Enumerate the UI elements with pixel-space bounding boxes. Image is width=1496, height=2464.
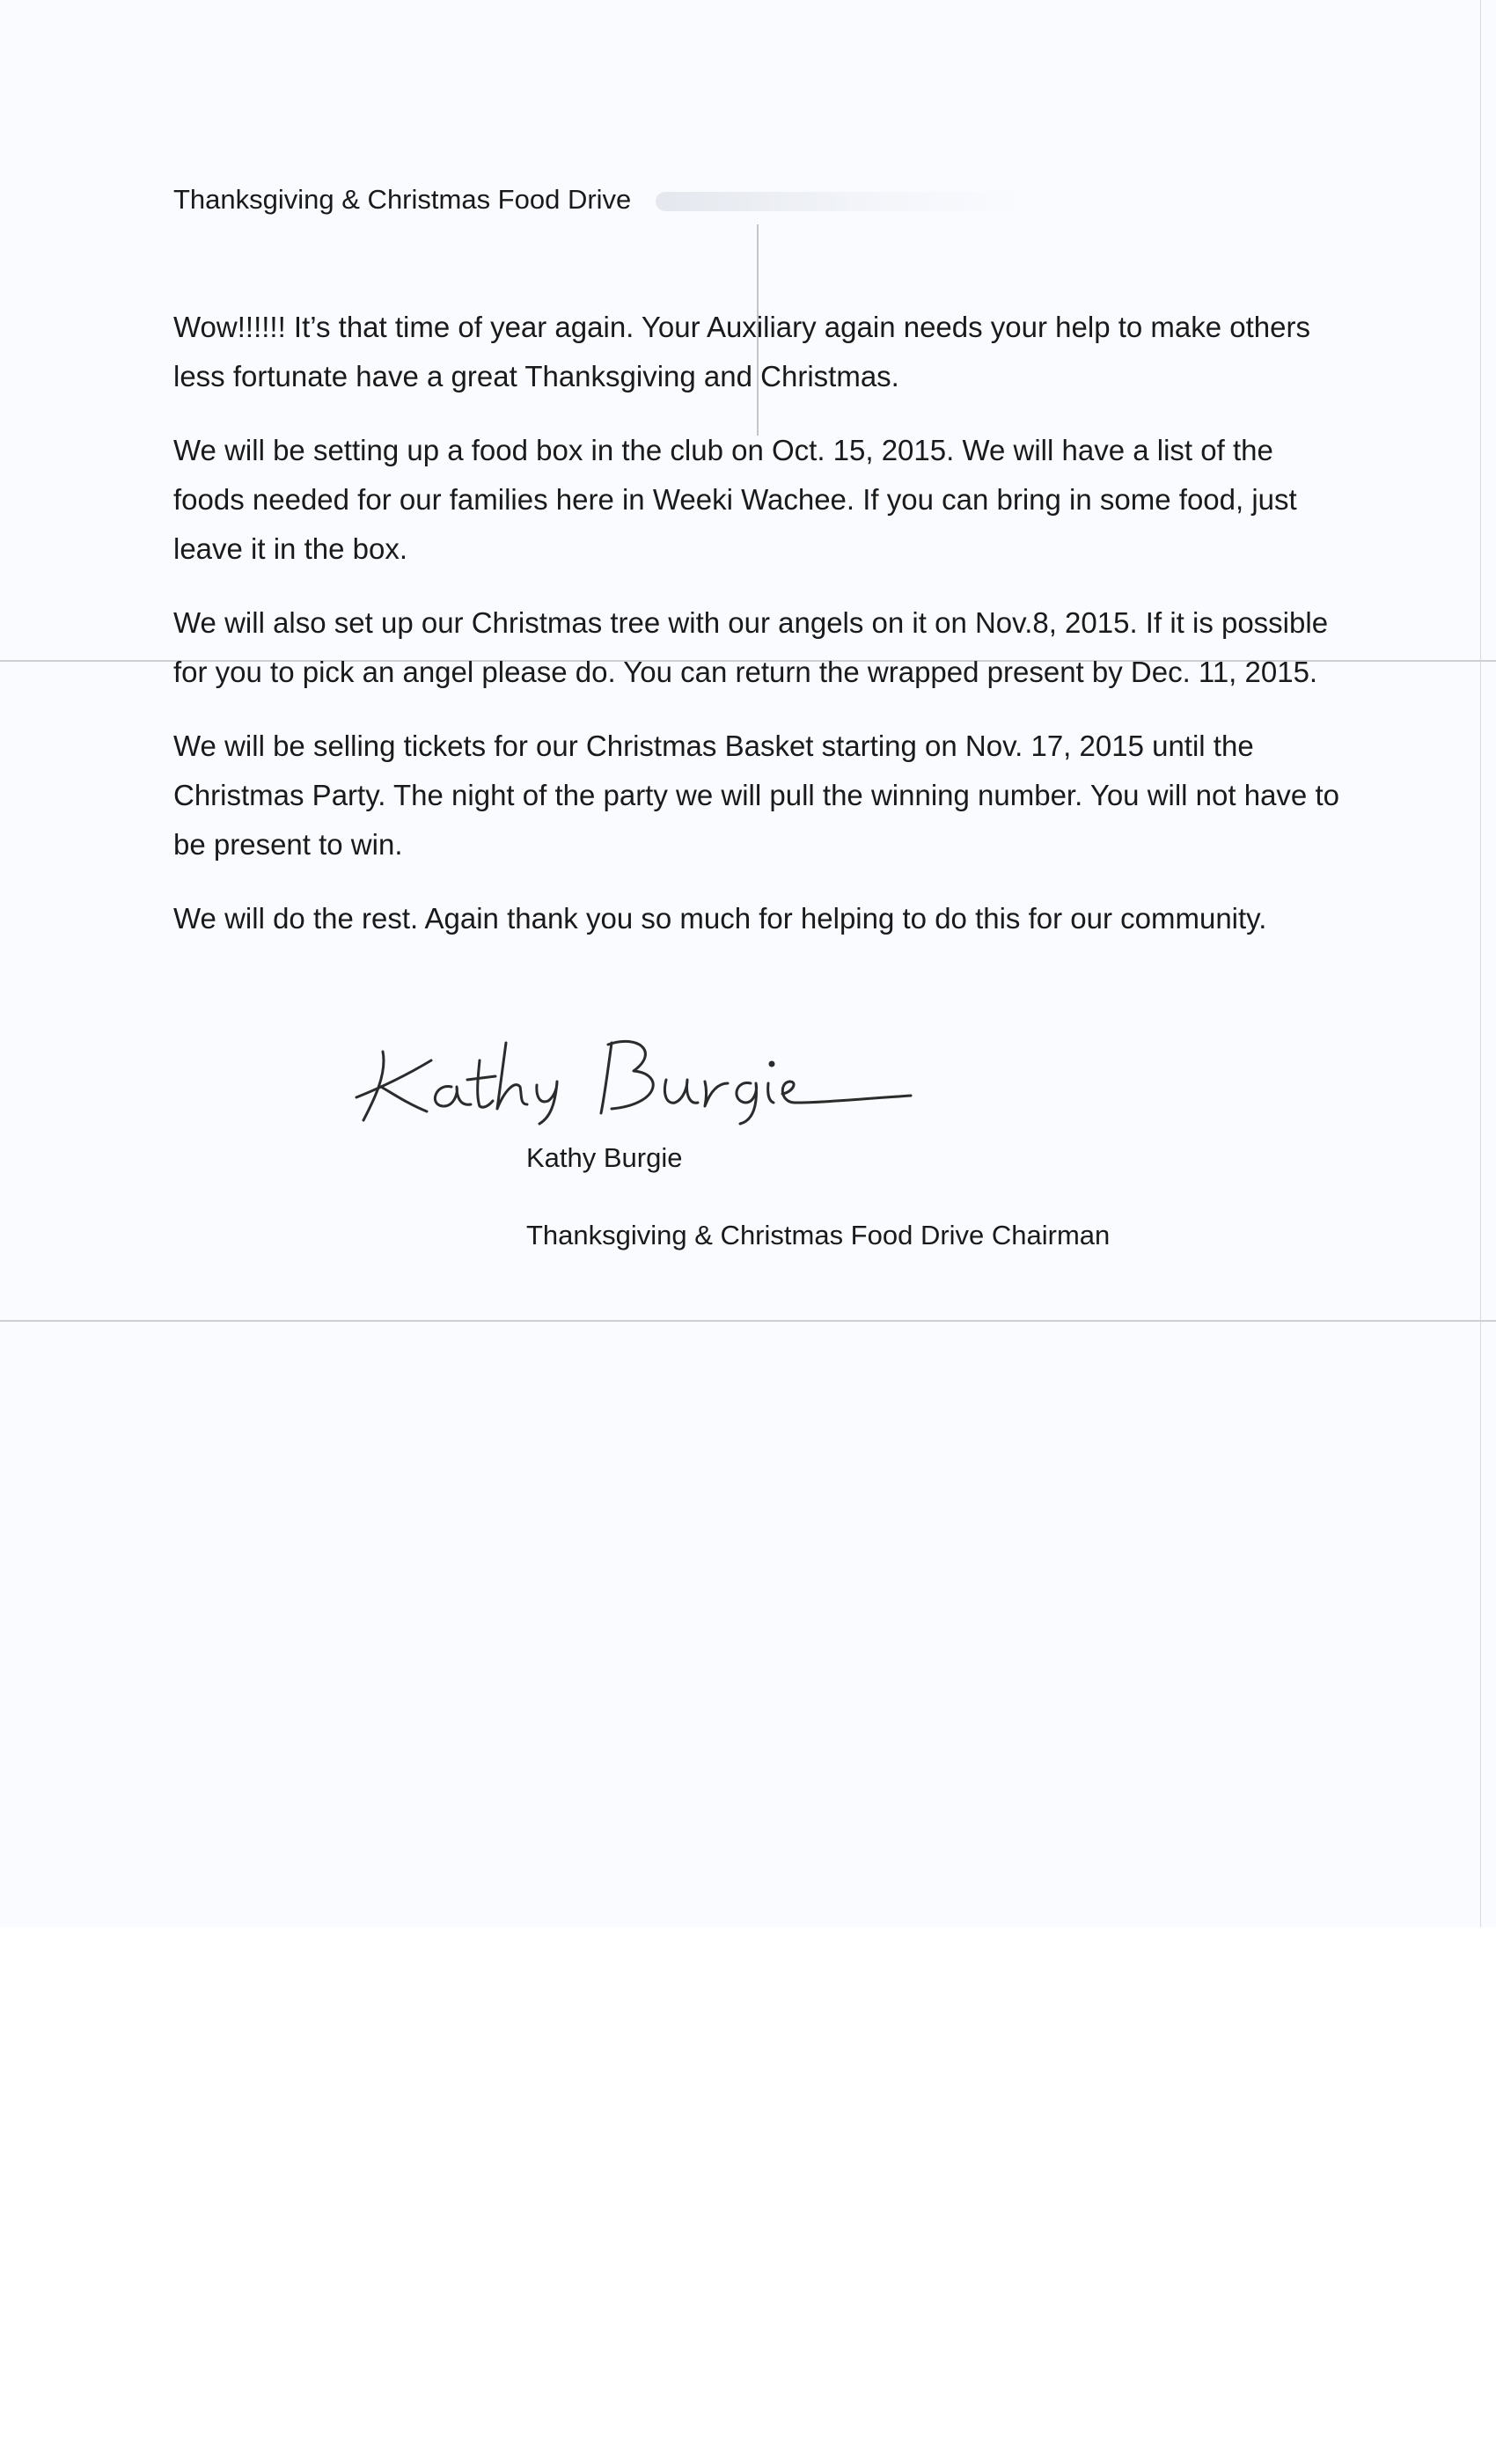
- fold-line-lower: [0, 1320, 1496, 1322]
- paragraph-food-box: We will be setting up a food box in the club on Oct. 15, 2015. We will have a list of the foods needed for our families here in Weeki Wachee. If you can bring in some food, just leave it in the box.: [173, 434, 1297, 565]
- paragraph-intro: Wow!!!!!! It’s that time of year again. Your Auxiliary again needs your help to make others less fortunate have a great Thanksgiving and Christmas.: [173, 311, 1310, 392]
- signer-name: Kathy Burgie: [526, 1142, 683, 1173]
- paragraph-closing: We will do the rest. Again thank you so much for helping to do this for our community.: [173, 902, 1267, 935]
- signer-title: Thanksgiving & Christmas Food Drive Chairman: [526, 1220, 1111, 1250]
- handwritten-signature: [348, 1025, 1052, 1126]
- paragraph-christmas-tree: We will also set up our Christmas tree with our angels on it on Nov.8, 2015. If it is possible for you to pick an angel please do. You can return the wrapped present by Dec. 11, 2015.: [173, 606, 1329, 688]
- letter-heading: [173, 176, 1344, 224]
- ink-smudge: [656, 192, 1025, 211]
- paper-edge: [1480, 0, 1481, 1927]
- letter-body: [173, 176, 1344, 968]
- paragraph-basket-tickets: We will be selling tickets for our Christmas Basket starting on Nov. 17, 2015 until the Christmas Party. The night of the party we will pull the winning number. You will not have to be present to win.: [173, 730, 1339, 861]
- letter-heading-text: Thanksgiving & Christmas Food Drive: [173, 184, 632, 215]
